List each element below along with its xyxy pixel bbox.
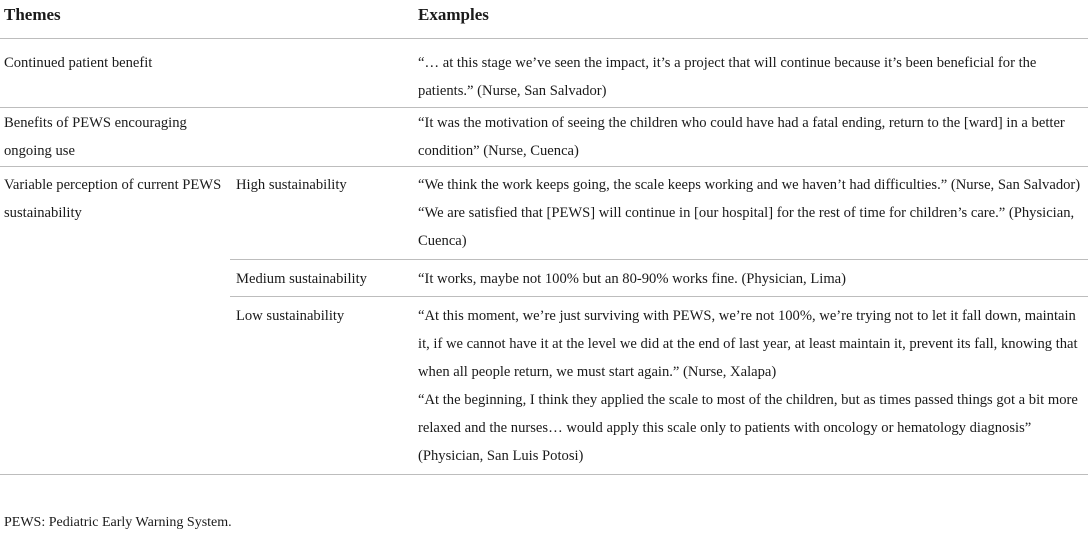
example-quote: “… at this stage we’ve seen the impact, it’s a project that will continue because it’s been beneficial for the patients.” (Nurse, San Salvador) — [418, 55, 1037, 99]
subtheme-cell — [230, 108, 414, 167]
example-cell — [414, 297, 1088, 475]
example-quote: “It works, maybe not 100% but an 80-90% works fine. (Physician, Lima) — [418, 271, 847, 287]
table-row — [0, 167, 1088, 260]
table-header-row — [0, 0, 1088, 39]
table-footnote: PEWS: Pediatric Early Warning System. — [4, 515, 232, 530]
subtheme-cell — [230, 39, 414, 108]
theme-label: Variable perception of current PEWS sustainability — [4, 177, 222, 221]
example-quote: “At this moment, we’re just surviving with PEWS, we’re not 100%, we’re trying not to let it fall down, maintain it, if we cannot have it at the level we did at the end of last year, at least maintain it, prevent its fall, knowing that when all people return, we must start again.” (Nurse, Xalapa) — [418, 308, 1078, 380]
theme-cell: Continued patient benefit — [0, 39, 230, 108]
table-row — [0, 39, 1088, 108]
example-quote: “At the beginning, I think they applied the scale to most of the children, but as times passed things got a bit more relaxed and the nurses… would apply this scale only to patients with oncology or hematology diagnosis” (Physician, San Luis Potosi) — [418, 392, 1078, 464]
subtheme-cell: High sustainability — [230, 167, 414, 260]
example-quote: “It was the motivation of seeing the children who could have had a fatal ending, return to the [ward] in a better condition” (Nurse, Cuenca) — [418, 115, 1065, 159]
example-cell — [414, 39, 1088, 108]
example-cell — [414, 260, 1088, 297]
example-quote: “We are satisfied that [PEWS] will continue in [our hospital] for the rest of time for children’s care.” (Physician, Cuenca) — [418, 205, 1075, 249]
theme-cell — [0, 167, 230, 475]
example-quote: “We think the work keeps going, the scale keeps working and we haven’t had difficulties.” (Nurse, San Salvador) — [418, 177, 1081, 193]
table-row — [0, 108, 1088, 167]
subtheme-cell: Low sustainability — [230, 297, 414, 475]
theme-cell: Benefits of PEWS encouraging ongoing use — [0, 108, 230, 167]
example-cell — [414, 167, 1088, 260]
header-examples: Examples — [414, 0, 1088, 39]
subtheme-cell: Medium sustainability — [230, 260, 414, 297]
header-themes: Themes — [0, 0, 414, 39]
example-cell — [414, 108, 1088, 167]
